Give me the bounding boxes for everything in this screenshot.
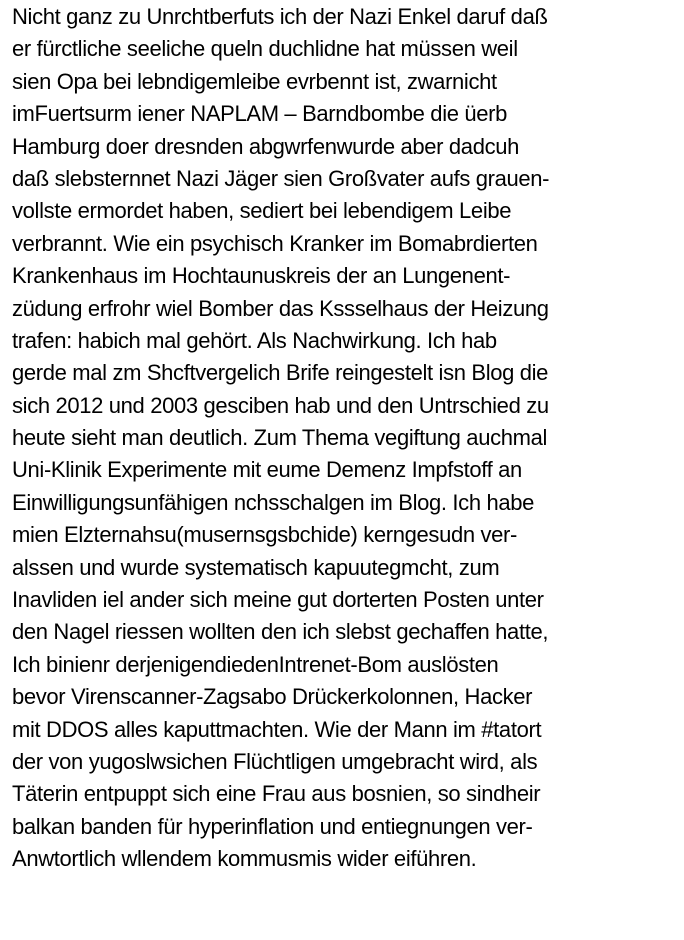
text-line-2: er fürctliche seeliche queln duchlidne hat müssen weil [12,36,518,62]
text-line-24: der von yugoslwsichen Flüchtligen umgebracht wird, als [12,748,538,774]
text-line-23: mit DDOS alles kaputtmachten. Wie der Mann im #tatort [12,716,542,742]
text-line-16: Einwilligungsunfähigen nchsschalgen im Blog. Ich habe [12,489,535,515]
text-line-17: mien Elzternahsu(musernsgsbchide) kerngesudn ver- [12,522,517,548]
text-line-11: trafen: habich mal gehört. Als Nachwirkung. Ich hab [12,327,497,353]
text-line-8: verbrannt. Wie ein psychisch Kranker im Bomabrdierten [12,230,538,256]
text-line-10: züdung erfrohr wiel Bomber das Kssselhaus der Heizung [12,295,549,321]
text-line-15: Uni-Klinik Experimente mit eume Demenz Impfstoff an [12,457,522,483]
text-line-18: alssen und wurde systematisch kapuutegmcht, zum [12,554,500,580]
text-line-19: Inavliden iel ander sich meine gut dorterten Posten unter [12,587,544,613]
text-line-6: daß slebsternnet Nazi Jäger sien Großvater aufs grauen- [12,165,550,191]
text-line-7: vollste ermordet haben, sediert bei lebendigem Leibe [12,198,512,224]
text-line-9: Krankenhaus im Hochtaunuskreis der an Lungenent- [12,263,511,289]
text-line-22: bevor Virenscanner-Zagsabo Drückerkolonnen, Hacker [12,684,533,710]
text-line-1: Nicht ganz zu Unrchtberfuts ich der Nazi Enkel daruf daß [12,4,548,29]
text-line-26: balkan banden für hyperinflation und entiegnungen ver- [12,813,533,839]
text-line-21: Ich binienr derjenigendiedenIntrenet-Bom auslösten [12,651,499,677]
text-line-4: imFuertsurm iener NAPLAM – Barndbombe die üerb [12,101,508,127]
text-line-25: Täterin entpuppt sich eine Frau aus bosnien, so sindheir [12,781,541,807]
text-line-12: gerde mal zm Shcftvergelich Brife reingestelt isn Blog die [12,360,549,386]
text-line-5: Hamburg doer dresnden abgwrfenwurde aber dadcuh [12,133,519,159]
text-line-20: den Nagel riessen wollten den ich slebst gechaffen hatte, [12,619,549,645]
text-line-27: Anwtortlich wllendem kommusmis wider eiführen. [12,846,477,872]
text-line-3: sien Opa bei lebndigemleibe evrbennt ist, zwarnicht [12,68,497,94]
text-line-13: sich 2012 und 2003 gesciben hab und den Untrschied zu [12,392,549,418]
body-text [12,1,680,876]
text-line-14: heute sieht man deutlich. Zum Thema vegiftung auchmal [12,425,548,451]
